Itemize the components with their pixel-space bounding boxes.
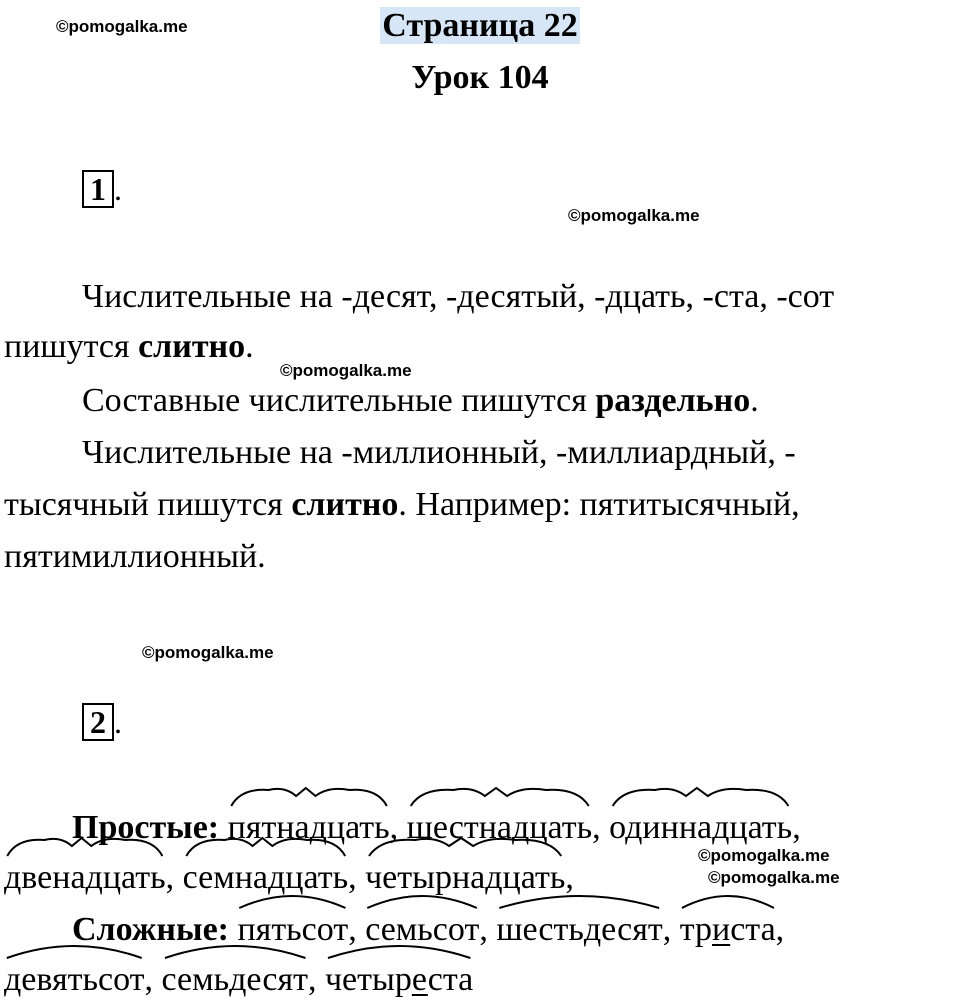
word: шестьдесят [496,911,663,948]
task-number-box: 2 [82,703,114,741]
page-title-text: Страница 22 [382,7,578,44]
separator: , [662,911,680,948]
watermark: ©pomogalka.me [708,868,840,887]
text: пишутся [4,328,139,365]
root-arc [367,896,477,908]
root-arc [164,946,305,958]
word-part: тр [679,911,712,948]
word: шестнадцать [406,809,593,846]
text: Числительные на -десят, -десятый, -дцать, -ста, -сот [82,278,835,315]
rule-paragraph-1-line-2 [4,327,254,367]
word: девятьсот [4,961,145,998]
root-arc [7,838,162,856]
rule-paragraph-2 [82,381,759,421]
morpheme-arcs [496,884,662,910]
separator: , [565,859,574,896]
bold-term: раздельно [595,382,751,419]
root-arc [500,896,660,908]
word-with-arcs [4,960,145,1000]
separator: , [165,859,183,896]
text: Составные числительные пишутся [82,382,596,419]
morpheme-arcs [4,934,145,960]
complex-numerals-line-2 [4,960,473,1000]
watermark: ©pomogalka.me [56,17,188,36]
morpheme-arcs [609,782,792,808]
separator: , [592,809,610,846]
separator: , [144,961,162,998]
morpheme-arcs [4,832,166,858]
separator: , [775,911,785,948]
word-with-arcs [325,960,473,1000]
root-arc [240,896,346,908]
word: семнадцать [182,859,349,896]
word-part: ста [730,911,776,948]
root-arc [369,838,561,856]
word-with-arcs [609,808,792,848]
word-part: четыр [324,961,412,998]
separator: , [389,809,407,846]
morpheme-arcs [365,832,565,858]
root-arc [231,788,387,806]
morpheme-arcs [325,934,473,960]
root-arc [613,788,789,806]
text: . [245,328,254,365]
separator: , [479,911,497,948]
watermark: ©pomogalka.me [568,206,700,225]
complex-label: Сложные: [72,911,229,948]
text: Числительные на -миллионный, -миллиардный, - [82,434,796,471]
morpheme-arcs [237,884,348,910]
bold-term: слитно [138,328,246,365]
root-arc [328,946,470,958]
root-arc [682,896,774,908]
root-arc [186,838,345,856]
word-with-arcs [162,960,308,1000]
simple-label: Простые: [72,809,220,846]
word: пятнадцать [227,809,390,846]
word: двенадцать [4,859,166,896]
task-1-number [82,170,122,208]
word-part: ста [427,961,474,998]
rule-paragraph-3-line-3 [4,537,266,577]
watermark: ©pomogalka.me [280,361,412,380]
word: семьсот [365,911,480,948]
text: пятимиллионный. [4,538,266,575]
morpheme-arcs [680,884,776,910]
word: семьдесят [161,961,308,998]
task-number-dot: . [114,171,122,207]
lesson-title: Урок 104 [411,59,549,96]
morpheme-arcs [407,782,592,808]
text: . Например: пятитысячный, [398,486,800,523]
rule-paragraph-3-line-2 [4,485,800,525]
text: тысячный пишутся [4,486,292,523]
root-arc [7,946,142,958]
watermark: ©pomogalka.me [698,846,830,865]
watermark: ©pomogalka.me [142,643,274,662]
word: одиннадцать [609,809,793,846]
word: четырнадцать [365,859,566,896]
task-number-box: 1 [82,170,114,208]
bold-term: слитно [291,486,399,523]
underlined-vowel: е [411,961,428,998]
separator: , [307,961,325,998]
separator: , [348,911,366,948]
page-title [0,6,960,46]
text: . [750,382,759,419]
morpheme-arcs [183,832,348,858]
morpheme-arcs [228,782,390,808]
word-with-arcs [496,910,662,950]
separator: , [792,809,801,846]
separator: , [348,859,366,896]
task-number-dot: . [114,704,122,740]
underlined-vowel: и [712,911,731,948]
task-2-number [82,703,122,741]
root-arc [410,788,588,806]
rule-paragraph-1-line-1 [82,277,834,317]
word: пятьсот [237,911,349,948]
morpheme-arcs [365,884,479,910]
word-with-arcs [680,910,776,950]
rule-paragraph-3-line-1 [82,433,796,473]
word-with-arcs [4,858,166,898]
morpheme-arcs [162,934,308,960]
